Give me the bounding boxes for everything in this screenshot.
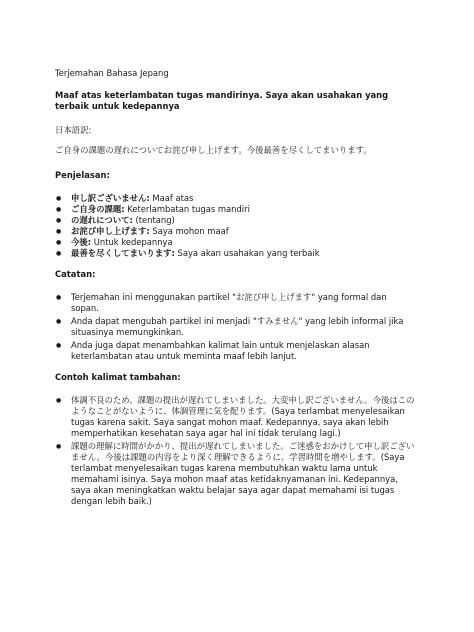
examples-list — [55, 395, 415, 507]
explanation-item — [55, 237, 415, 248]
notes-list — [55, 292, 415, 362]
explanation-meaning: Saya akan usahakan yang terbaik — [174, 248, 320, 258]
explanation-meaning: (tentang) — [132, 215, 175, 225]
explanation-item — [55, 193, 415, 204]
explanation-term: の遅れについて: — [71, 215, 133, 225]
explanation-item — [55, 248, 415, 259]
japanese-translation: ご自身の課題の遅れについてお詫び申し上げます。今後最善を尽くしてまいります。 — [55, 145, 372, 155]
document-title: Terjemahan Bahasa Jepang — [55, 68, 169, 78]
explanation-item — [55, 204, 415, 215]
explanation-item — [55, 226, 415, 237]
notes-heading: Catatan: — [55, 269, 96, 279]
japanese-label: 日本語訳: — [55, 125, 92, 135]
explanation-meaning: Maaf atas — [149, 193, 194, 203]
note-item: ● Anda juga dapat menambahkan kalimat lain untuk menjelaskan alasan keterlambatan atau untuk meminta maaf lebih lanjut. — [55, 340, 415, 362]
explanation-term: 申し訳ございません: — [71, 193, 150, 203]
explanation-heading: Penjelasan: — [55, 170, 110, 180]
note-item: ● Anda dapat mengubah partikel ini menjadi "すみません" yang lebih informal jika situasinya memungkinkan. — [55, 316, 415, 338]
explanation-term: お詫び申し上げます: — [71, 226, 150, 236]
example-item: ● 体調不良のため、課題の提出が遅れてしまいました。大変申し訳ございません。今後はこのようなことがないように、体調管理に気を配ります。(Saya terlambat menyelesaikan tugas karena sakit. Saya sangat mohon maaf. Kedepannya, saya akan lebih memperhatikan kesehatan saya agar hal ini tidak terulang lagi.) — [55, 395, 415, 439]
example-item: ● 課題の理解に時間がかかり、提出が遅れてしまいました。ご迷惑をおかけして申し訳ございません。今後は課題の内容をより深く理解できるように、学習時間を増やします。(Saya terlambat menyelesaikan tugas karena membutuhkan waktu lama untuk memahami isinya. Saya mohon maaf atas ketidaknyamanan ini. Kedepannya, saya akan meningkatkan waktu belajar saya agar dapat memahami isi tugas dengan lebih baik.) — [55, 441, 415, 507]
explanation-meaning: Untuk kedepannya — [91, 237, 173, 247]
explanation-meaning: Saya mohon maaf — [149, 226, 229, 236]
document-content — [55, 68, 415, 509]
explanation-meaning: Keterlambatan tugas mandiri — [124, 204, 250, 214]
examples-heading: Contoh kalimat tambahan: — [55, 372, 181, 382]
explanation-term: 最善を尽くしてまいります: — [71, 248, 175, 258]
explanation-list — [55, 193, 415, 259]
note-item: ● Terjemahan ini menggunakan partikel "お詫び申し上げます" yang formal dan sopan. — [55, 292, 415, 314]
explanation-term: ご自身の課題: — [71, 204, 125, 214]
explanation-term: 今後: — [71, 237, 92, 247]
source-sentence: Maaf atas keterlambatan tugas mandirinya. Saya akan usahakan yang terbaik untuk kedepannya — [55, 90, 389, 111]
explanation-item — [55, 215, 415, 226]
